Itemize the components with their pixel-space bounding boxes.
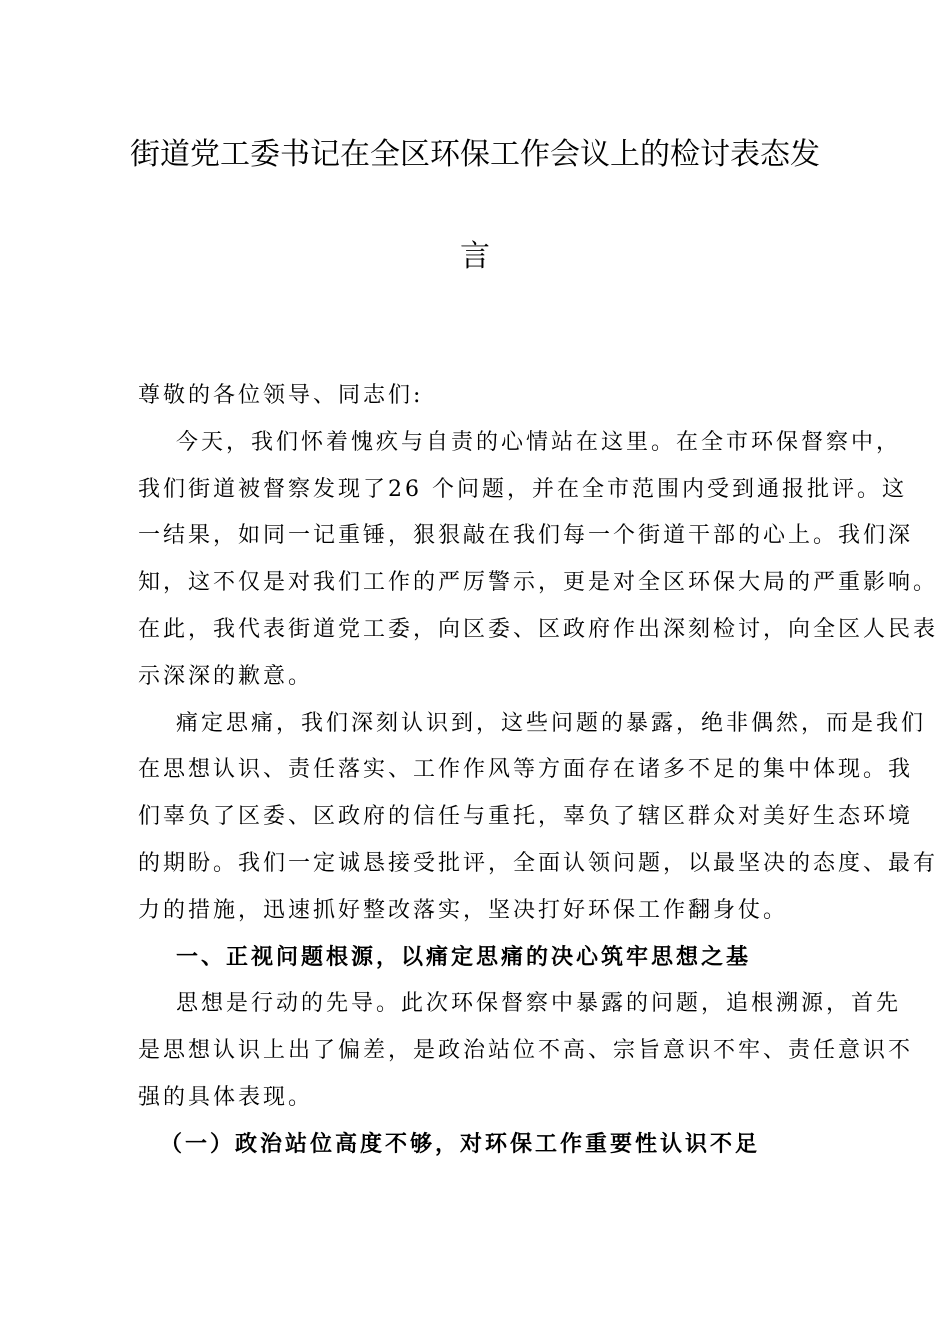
text-line: 们辜负了区委、区政府的信任与重托，辜负了辖区群众对美好生态环境: [138, 804, 914, 830]
text-line: 知，这不仅是对我们工作的严厉警示，更是对全区环保大局的严重影响。: [138, 570, 939, 596]
paragraph: [138, 420, 939, 701]
paragraph: [138, 701, 939, 935]
text-line: 是思想认识上出了偏差，是政治站位不高、宗旨意识不牢、责任意识不: [138, 1038, 914, 1064]
text-line: 强的具体表现。: [138, 1084, 314, 1110]
title-line: 言: [460, 239, 490, 274]
salutation: 尊敬的各位领导、同志们:: [138, 383, 424, 408]
text-line: 在思想认识、责任落实、工作作风等方面存在诸多不足的集中体现。我: [138, 757, 914, 783]
paragraph: [138, 981, 914, 1121]
text-line: 我们街道被督察发现了26 个问题，并在全市范围内受到通报批评。这: [138, 476, 907, 502]
text-line: 示深深的歉意。: [138, 663, 314, 689]
text-line: 一结果，如同一记重锤，狠狠敲在我们每一个街道干部的心上。我们深: [138, 523, 914, 549]
section-heading: 一、正视问题根源，以痛定思痛的决心筑牢思想之基: [176, 944, 752, 970]
text-line: 在此，我代表街道党工委，向区委、区政府作出深刻检讨，向全区人民表: [138, 616, 939, 642]
document-title: [0, 104, 950, 308]
text-line: 痛定思痛，我们深刻认识到，这些问题的暴露，绝非偶然，而是我们: [176, 710, 927, 736]
document-body: [138, 373, 939, 1169]
text-line: 今天，我们怀着愧疚与自责的心情站在这里。在全市环保督察中，: [176, 429, 902, 455]
text-line: 力的措施，迅速抓好整改落实，坚决打好环保工作翻身仗。: [138, 897, 789, 923]
subsection-heading: （一）政治站位高度不够，对环保工作重要性认识不足: [160, 1131, 761, 1157]
text-line: 的期盼。我们一定诚恳接受批评，全面认领问题，以最坚决的态度、最有: [138, 850, 939, 876]
title-line: 街道党工委书记在全区环保工作会议上的检讨表态发: [130, 137, 820, 172]
text-line: 思想是行动的先导。此次环保督察中暴露的问题，追根溯源，首先: [176, 991, 902, 1017]
